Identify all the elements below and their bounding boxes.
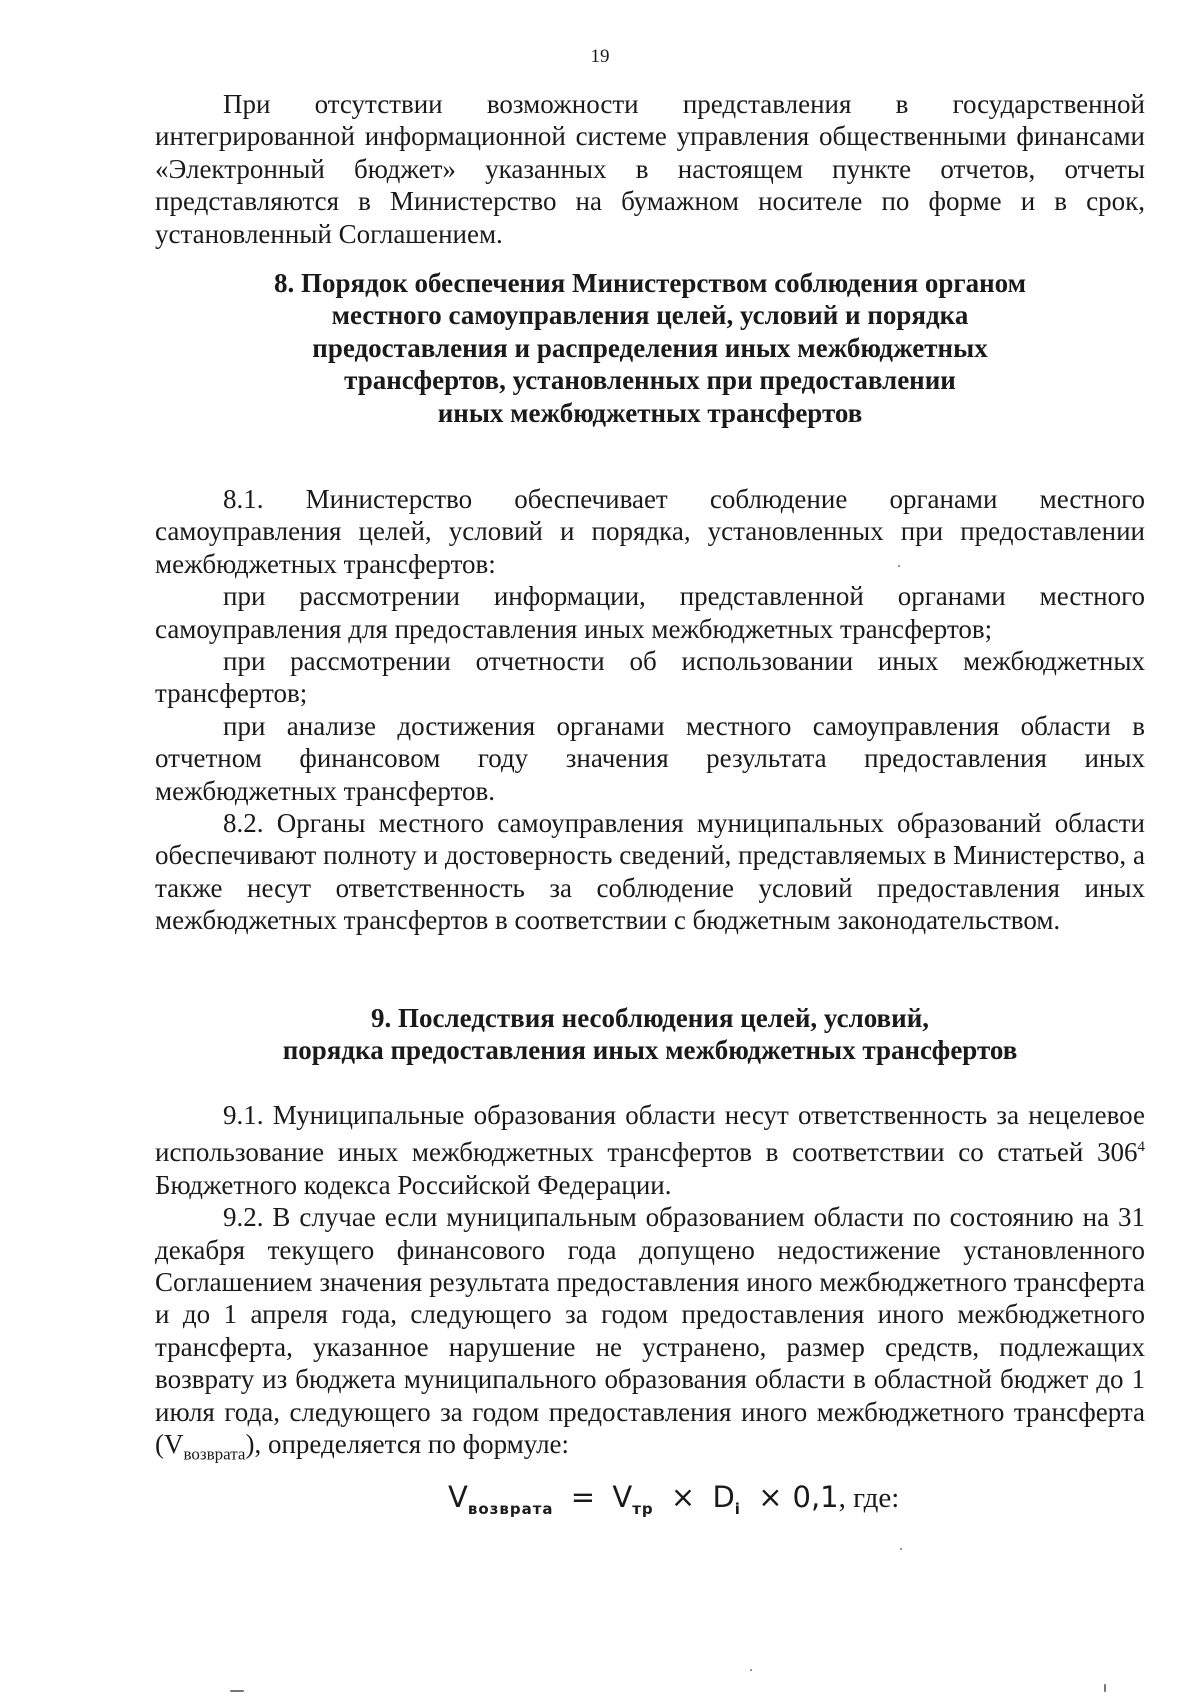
article-superscript: 4: [1137, 1139, 1145, 1156]
section-8-body: [155, 483, 1145, 937]
list-item: при рассмотрении отчетности об использовании иных межбюджетных трансфертов;: [155, 646, 1145, 709]
list-item: при анализе достижения органами местного самоуправления области в отчетном финансовом году значения результата предоставления иных межбюджетных трансфертов.: [155, 710, 1145, 806]
formula-v: V: [448, 1480, 468, 1514]
intro-paragraph-block: [155, 88, 1145, 250]
formula-v-subscript: возврата: [467, 1499, 554, 1518]
list-item: при рассмотрении информации, представленной органами местного самоуправления для предоставления иных межбюджетных трансфертов;: [155, 581, 1145, 644]
scan-speck: [1104, 1684, 1106, 1692]
formula-vtr: V: [612, 1480, 633, 1514]
return-formula: [448, 1480, 899, 1518]
scan-speck: [898, 565, 900, 567]
section-9-title-line: 9. Последствия несоблюдения целей, условий,: [371, 1003, 929, 1033]
section-8-title-line: 8. Порядок обеспечения Министерством соблюдения органом: [273, 268, 1027, 298]
section-8-title-line: предоставления и распределения иных межбюджетных: [312, 332, 988, 363]
formula-d: D: [712, 1480, 735, 1514]
formula-tail: , где:: [838, 1482, 900, 1514]
variable-subscript: возврата: [183, 1444, 246, 1464]
paragraph-9-1: [155, 1099, 1145, 1201]
section-9-title: [155, 1002, 1145, 1067]
paragraph-8-2: 8.2. Органы местного самоуправления муниципальных образований области обеспечивают полноту и достоверность сведений, представляемых в Министерство, а также несут ответственность за соблюдение условий предоставления иных межбюджетных трансфертов в соответствии с бюджетным законодательством.: [155, 808, 1145, 936]
formula-coefficient: 0,1: [792, 1480, 839, 1514]
section-9-title-line: порядка предоставления иных межбюджетных трансфертов: [282, 1035, 1018, 1066]
paragraph-9-2-tail: ), определяется по формуле:: [245, 1429, 570, 1460]
section-8-title-line: трансфертов, установленных при предоставлении: [344, 365, 956, 396]
page-number: 19: [590, 46, 610, 67]
section-8-title-line: местного самоуправления целей, условий и порядка: [331, 300, 969, 331]
section-8-title: [155, 267, 1145, 429]
formula-equals: =: [570, 1480, 596, 1514]
paragraph-9-2: [155, 1201, 1145, 1471]
section-9-body: [155, 1099, 1145, 1471]
scan-speck: [900, 1548, 902, 1550]
paragraph-9-2-text: 9.2. В случае если муниципальным образованием области по состоянию на 31 декабря текущего финансового года допущено недостижение установленного Соглашением значения результата предоставления иного межбюджетного трансферта и до 1 апреля года, следующего за годом предоставления иного межбюджетного трансферта, указанное нарушение не устранено, размер средств, подлежащих возврату из бюджета муниципального образования области в областной бюджет до 1 июля года, следующего за годом предоставления иного межбюджетного трансферта (V: [155, 1202, 1145, 1460]
section-8-title-line: иных межбюджетных трансфертов: [437, 397, 863, 428]
paragraph-9-1-tail: Бюджетного кодекса Российской Федерации.: [155, 1169, 672, 1200]
scan-speck: [750, 1669, 752, 1671]
intro-paragraph: При отсутствии возможности представления в государственной интегрированной информационной системе управления общественными финансами «Электронный бюджет» указанных в настоящем пункте отчетов, отчеты представляются в Министерство на бумажном носителе по форме и в срок, установленный Соглашением.: [155, 89, 1145, 249]
formula-times: ×: [758, 1480, 783, 1514]
formula-d-subscript: i: [734, 1499, 741, 1518]
formula-times: ×: [670, 1480, 696, 1514]
formula-vtr-subscript: тр: [632, 1499, 654, 1518]
paragraph-9-1-text: 9.1. Муниципальные образования области несут ответственность за нецелевое использование иных межбюджетных трансфертов в соответствии со статьей 306: [155, 1100, 1145, 1168]
paragraph-8-1: 8.1. Министерство обеспечивает соблюдение органами местного самоуправления целей, условий и порядка, установленных при предоставлении межбюджетных трансфертов:: [155, 484, 1145, 579]
scan-speck: [230, 1690, 244, 1692]
